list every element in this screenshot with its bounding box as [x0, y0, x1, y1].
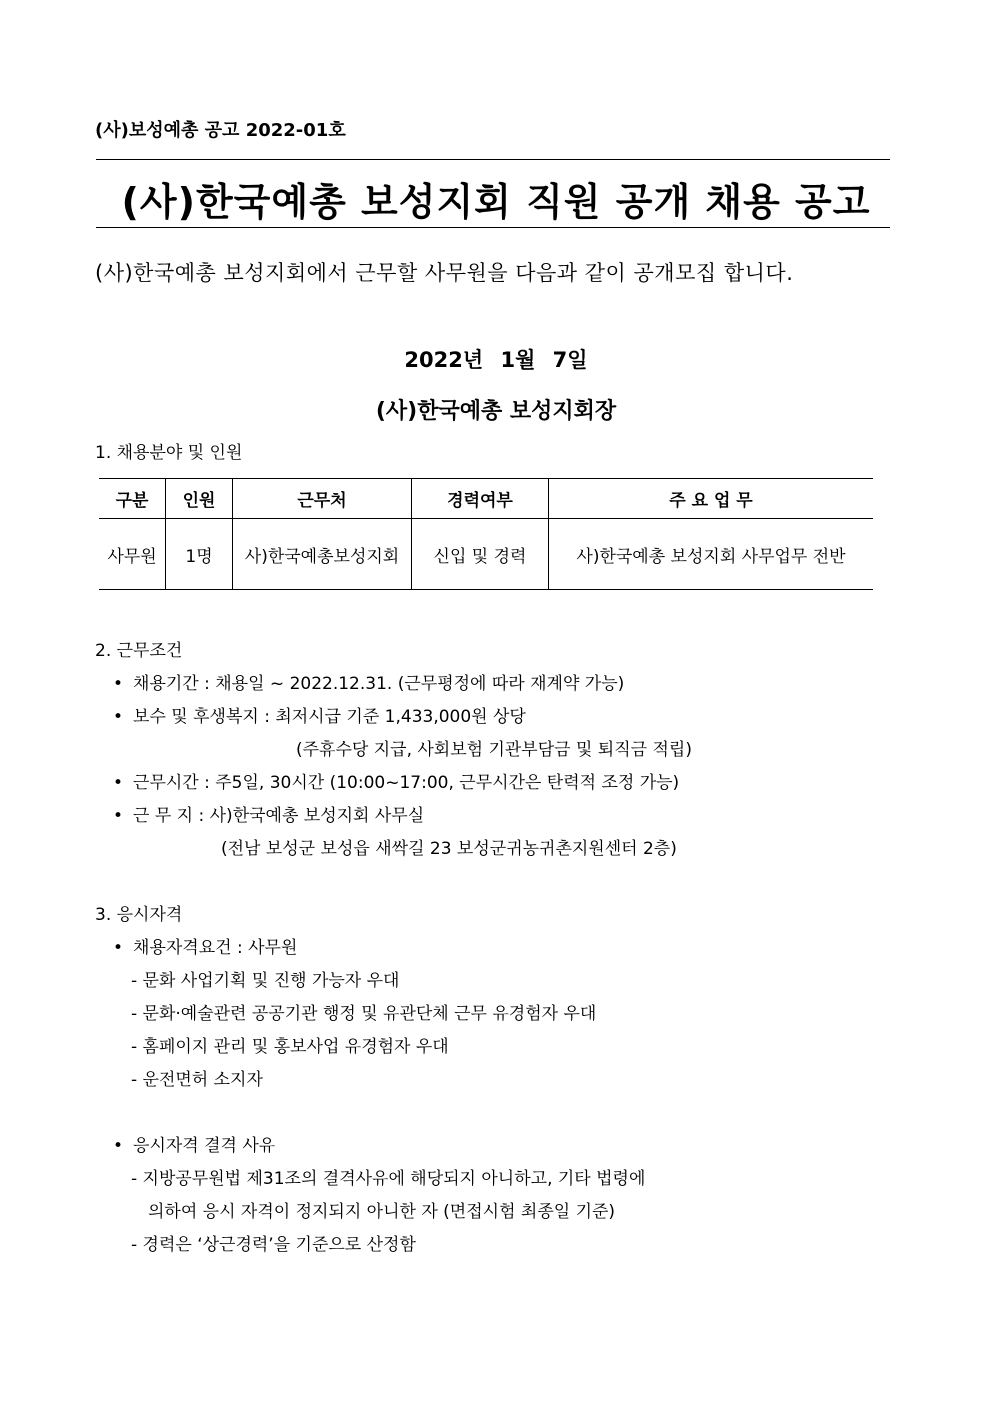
header-headcount: 인원 [166, 479, 233, 519]
header-category: 구분 [99, 479, 166, 519]
cell-category: 사무원 [99, 519, 166, 590]
pay-benefits: • 보수 및 후생복지 : 최저시급 기준 1,433,000원 상당 [113, 702, 526, 727]
list-item: - 운전면허 소지자 [131, 1070, 263, 1090]
issuer-name: (사)한국예총 보성지회장 [375, 399, 617, 424]
list-item: - 홈페이지 관리 및 홍보사업 유경험자 우대 [131, 1037, 449, 1057]
section-1-heading: 1. 채용분야 및 인원 [95, 443, 243, 463]
section-3-heading: 3. 응시자격 [95, 905, 183, 925]
table-row [99, 519, 873, 590]
list-item: - 경력은 ‘상근경력’을 기준으로 산정함 [131, 1235, 416, 1255]
header-experience: 경력여부 [412, 479, 549, 519]
workplace: • 근 무 지 : 사)한국예총 보성지회 사무실 [113, 801, 424, 826]
requirements-title: • 채용자격요건 : 사무원 [113, 933, 297, 958]
table-header-row [99, 479, 873, 519]
list-item: - 지방공무원법 제31조의 결격사유에 해당되지 아니하고, 기타 법령에 [131, 1169, 646, 1189]
cell-headcount: 1명 [166, 519, 233, 590]
section-2-heading: 2. 근무조건 [95, 641, 183, 661]
cell-main-duties: 사)한국예총 보성지회 사무업무 전반 [549, 519, 874, 590]
notice-number: (사)보성예총 공고 2022-01호 [95, 120, 346, 141]
notice-date: 2022년 1월 7일 [404, 348, 588, 372]
employment-period: • 채용기간 : 채용일 ~ 2022.12.31. (근무평정에 따라 재계약 가능) [113, 669, 624, 694]
document-title: (사)한국예총 보성지회 직원 공개 채용 공고 [121, 180, 871, 224]
intro-text: (사)한국예총 보성지회에서 근무할 사무원을 다음과 같이 공개모집 합니다. [95, 261, 794, 285]
header-workplace: 근무처 [233, 479, 412, 519]
list-item-continuation: 의하여 응시 자격이 정지되지 아니한 자 (면접시험 최종일 기준) [148, 1202, 616, 1222]
list-item: - 문화·예술관련 공공기관 행정 및 유관단체 근무 유경험자 우대 [131, 1004, 597, 1024]
cell-experience: 신입 및 경력 [412, 519, 549, 590]
recruitment-table [99, 478, 873, 590]
disqualification-title: • 응시자격 결격 사유 [113, 1131, 275, 1156]
working-hours: • 근무시간 : 주5일, 30시간 (10:00~17:00, 근무시간은 탄력적 조정 가능) [113, 768, 679, 793]
list-item: - 문화 사업기획 및 진행 가능자 우대 [131, 971, 400, 991]
title-bottom-rule [96, 227, 890, 228]
title-top-rule [96, 159, 890, 160]
header-main-duties: 주 요 업 무 [549, 479, 874, 519]
pay-benefits-note: (주휴수당 지급, 사회보험 기관부담금 및 퇴직금 적립) [296, 740, 692, 760]
cell-workplace: 사)한국예총보성지회 [233, 519, 412, 590]
workplace-address: (전남 보성군 보성읍 새싹길 23 보성군귀농귀촌지원센터 2층) [221, 839, 677, 859]
